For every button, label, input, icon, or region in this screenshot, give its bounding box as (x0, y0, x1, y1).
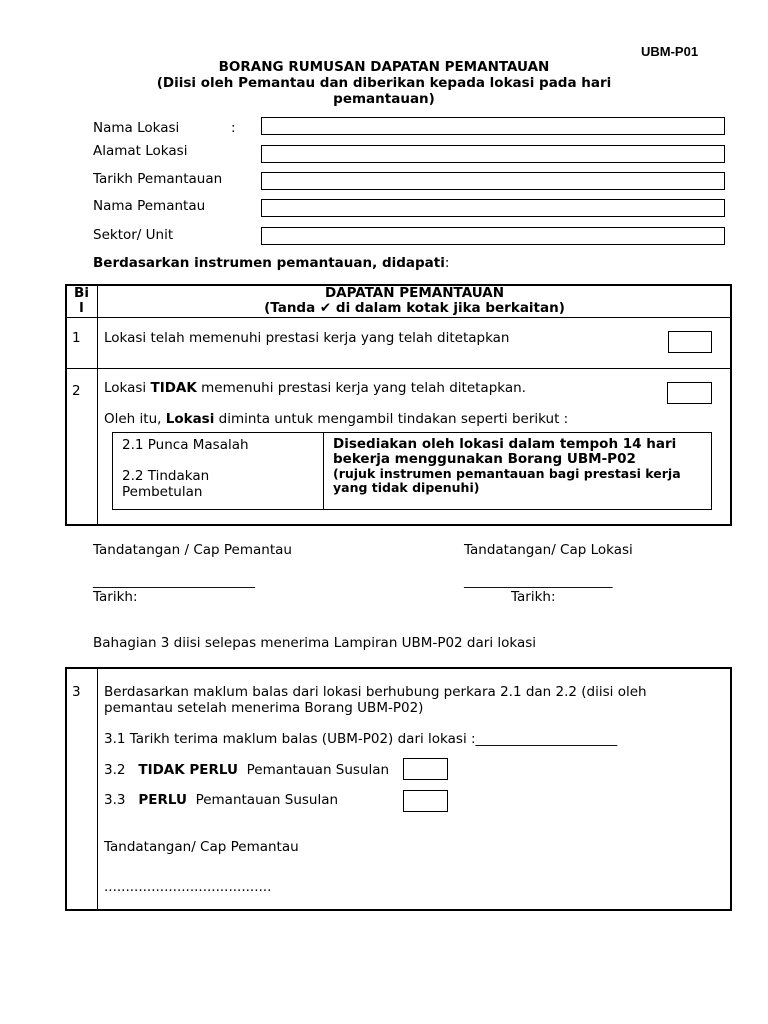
field-label-alamat-lokasi: Alamat Lokasi (93, 143, 188, 159)
row2-text-bold: TIDAK (150, 380, 197, 396)
sub-item-punca-masalah: 2.1 Punca Masalah (122, 437, 249, 453)
signature-label-lokasi: Tandatangan/ Cap Lokasi (464, 542, 633, 558)
item-3-2-number: 3.2 (104, 762, 126, 778)
row3-text-line1: Berdasarkan maklum balas dari lokasi berhubung perkara 2.1 dan 2.2 (diisi oleh (104, 684, 647, 700)
field-label-nama-lokasi: Nama Lokasi (93, 120, 180, 136)
alamat-lokasi-input[interactable] (261, 145, 725, 163)
item-3-1-feedback-date: 3.1 Tarikh terima maklum balas (UBM-P02) dari lokasi :_____________________ (104, 731, 618, 747)
deadline-note (333, 437, 676, 467)
findings-table-column-divider (97, 285, 98, 525)
sub-item-tindakan-line2: Pembetulan (122, 484, 203, 500)
bil-header-line1: Bi (74, 285, 89, 301)
form-code: UBM-P01 (641, 44, 699, 59)
sub-item-tindakan-pembetulan (122, 468, 209, 500)
row2-checkbox[interactable] (667, 382, 712, 404)
tarikh-pemantauan-input[interactable] (261, 172, 725, 190)
followup-table-column-divider (97, 668, 98, 910)
followup-signature-label: Tandatangan/ Cap Pemantau (104, 839, 299, 855)
item-3-2-text: Pemantauan Susulan (246, 762, 390, 778)
row2-action-bold: Lokasi (165, 411, 215, 427)
row3-text-line2: pemantau setelah menerima Borang UBM-P02) (104, 700, 424, 716)
findings-table-row-divider (66, 368, 731, 369)
signature-label-pemantau: Tandatangan / Cap Pemantau (93, 542, 292, 558)
form-title-line1: BORANG RUMUSAN DAPATAN PEMANTAUAN (218, 59, 550, 75)
row2-action-suffix: diminta untuk mengambil tindakan seperti berikut : (214, 411, 569, 427)
intro-text: Berdasarkan instrumen pemantauan, didapati (93, 255, 445, 271)
deadline-subnote (333, 467, 681, 495)
field-label-sektor-unit: Sektor/ Unit (93, 227, 174, 243)
row3-number: 3 (72, 684, 81, 700)
signature-line-lokasi[interactable]: ______________________ (464, 573, 613, 589)
findings-header-line1: DAPATAN PEMANTAUAN (324, 285, 505, 301)
deadline-subnote-line2: yang tidak dipenuhi) (333, 480, 480, 495)
bil-header (66, 286, 97, 316)
item-3-3-bold: PERLU (138, 792, 187, 808)
nama-lokasi-input[interactable] (261, 117, 725, 135)
item-3-3-number: 3.3 (104, 792, 126, 808)
row2-action-prefix: Oleh itu, (104, 411, 166, 427)
row2-text-prefix: Lokasi (104, 380, 151, 396)
field-colon: : (231, 120, 236, 136)
section3-note: Bahagian 3 diisi selepas menerima Lampiran UBM-P02 dari lokasi (93, 635, 537, 651)
intro-colon: : (444, 255, 450, 271)
row3-text (104, 684, 647, 716)
row1-text: Lokasi telah memenuhi prestasi kerja yang telah ditetapkan (104, 330, 510, 346)
sub-item-tindakan-line1: 2.2 Tindakan (122, 468, 210, 484)
item-3-2-bold: TIDAK PERLU (138, 762, 239, 778)
form-title (100, 59, 668, 107)
date-label-pemantau: Tarikh: (93, 589, 138, 605)
findings-table-header-divider (66, 317, 731, 318)
row2-number: 2 (72, 383, 81, 399)
row2-action (104, 411, 568, 427)
date-label-lokasi: Tarikh: (511, 589, 556, 605)
findings-header (98, 286, 731, 316)
row2-text (104, 380, 526, 396)
deadline-note-line1: Disediakan oleh lokasi dalam tempoh 14 hari (333, 436, 677, 452)
row1-checkbox[interactable] (668, 331, 712, 353)
form-title-line3: pemantauan) (333, 91, 435, 107)
intro-statement (93, 255, 449, 271)
corrective-action-table-divider (323, 433, 324, 509)
field-label-nama-pemantau: Nama Pemantau (93, 198, 206, 214)
item-3-2 (104, 762, 389, 778)
item-3-3-text: Pemantauan Susulan (195, 792, 339, 808)
item-3-2-checkbox[interactable] (403, 758, 448, 780)
nama-pemantau-input[interactable] (261, 199, 725, 217)
item-3-3-checkbox[interactable] (403, 790, 448, 812)
item-3-3 (104, 792, 338, 808)
row1-number: 1 (72, 330, 81, 346)
form-title-line2: (Diisi oleh Pemantau dan diberikan kepada lokasi pada hari (156, 75, 612, 91)
deadline-note-line2: bekerja menggunakan Borang UBM-P02 (333, 451, 636, 467)
findings-header-line2: (Tanda ✔ di dalam kotak jika berkaitan) (264, 300, 565, 316)
sektor-unit-input[interactable] (261, 227, 725, 245)
row2-text-suffix: memenuhi prestasi kerja yang telah ditetapkan. (196, 380, 526, 396)
bil-header-line2: l (79, 300, 84, 316)
signature-line-pemantau[interactable]: ________________________ (93, 573, 255, 589)
field-label-tarikh-pemantauan: Tarikh Pemantauan (93, 171, 223, 187)
deadline-subnote-line1: (rujuk instrumen pemantauan bagi prestasi kerja (333, 466, 681, 481)
followup-signature-line[interactable]: ....................................... (104, 879, 272, 895)
